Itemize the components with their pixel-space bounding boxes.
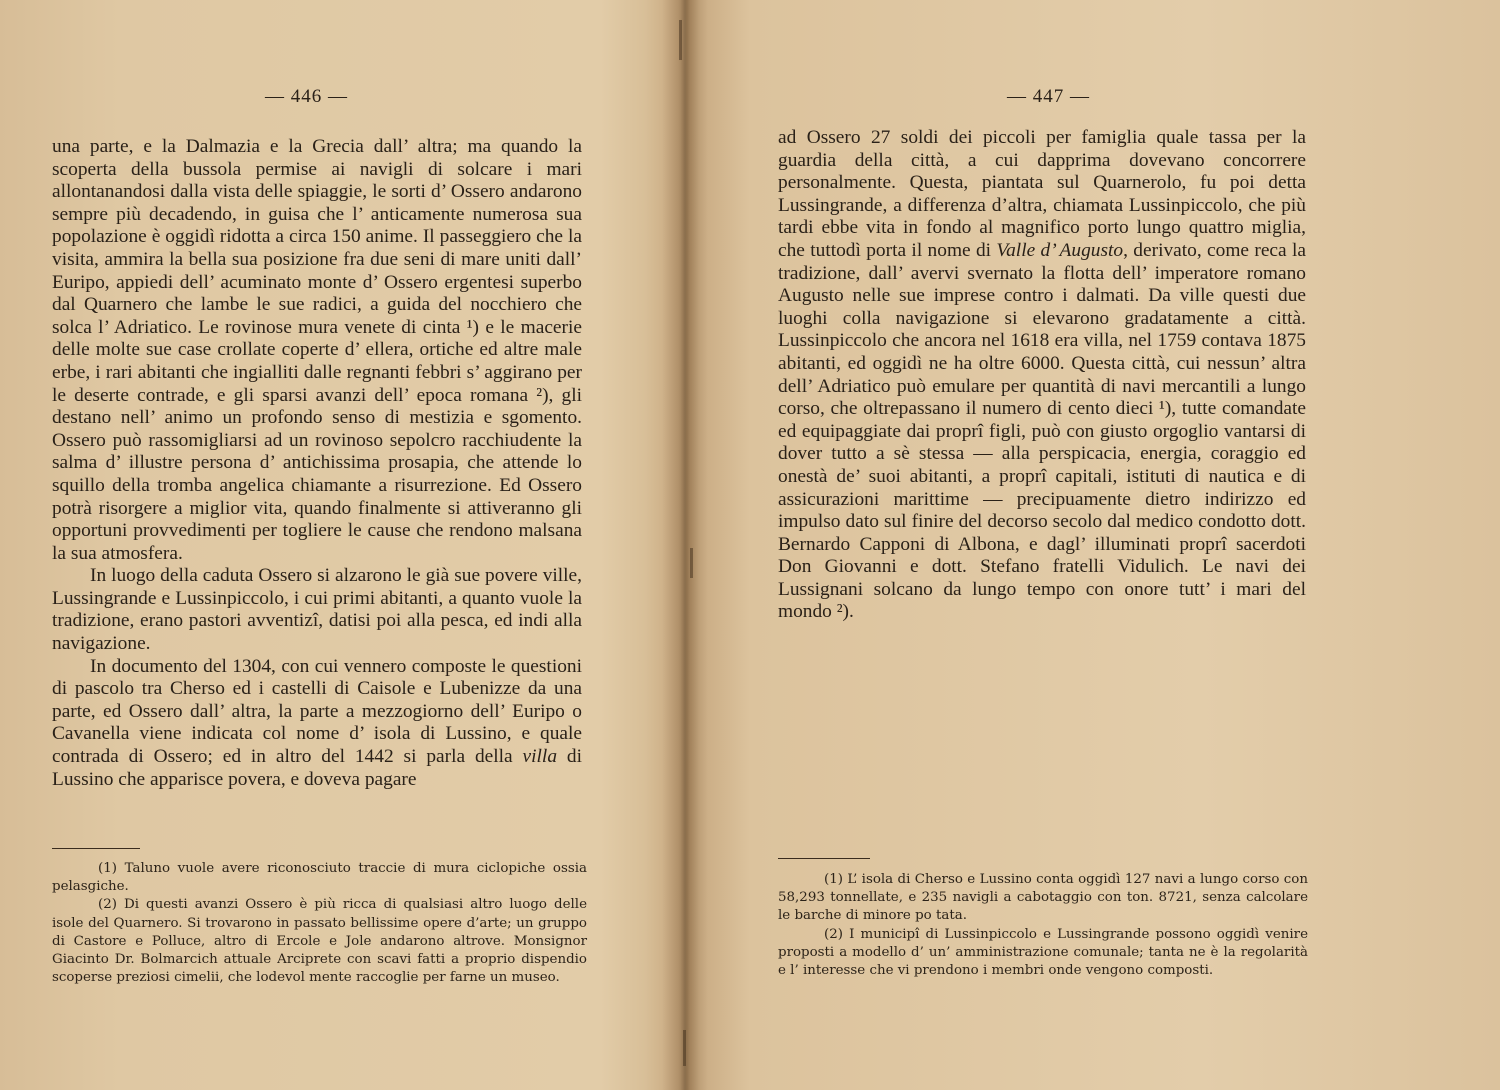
paragraph: una parte, e la Dalmazia e la Grecia dall’ altra; ma quando la scoperta della bussola permise ai navigli di solcare i mari allontanandosi dalla vista delle spiaggie, le sorti d’ Ossero andarono sempre più decadendo, in guisa che l’ anticamente numerosa sua popolazione è oggidì ridotta a circa 150 anime. Il passeggiero che la visita, ammira la bella sua posizione fra due seni di mare uniti dall’ Euripo, appiedi dell’ acuminato monte d’ Ossero ergentesi superbo dal Quarnero che lambe le sue radici, a guida del nocchiero che solca l’ Adriatico. Le rovinose mura venete di cinta ¹) e le macerie delle molte sue case crollate coperte d’ ellera, ortiche ed altre male erbe, i rari abitanti che ingialliti dalle regnanti febbri s’ aggirano per le deserte contrade, e gli sparsi avanzi dell’ epoca romana ²), gli destano nell’ animo un profondo senso di mestizia e sgomento. Ossero può rassomigliarsi ad un rovinoso sepolcro racchiudente la salma d’ illustre persona d’ antichissima prosapia, che attende lo squillo della tromba angelica chiamante a risurrezione. Ed Ossero potrà risorgere a miglior vita, quando finalmente si attiveranno gli opportuni provvedimenti per togliere le cause che rendono malsana la sua atmosfera.	[52, 136, 582, 564]
paragraph-text: In documento del 1304, con cui vennero composte le questioni di pascolo tra Cherso ed i castelli di Caisole e Lubenizze da una parte, ed Ossero dall’ altra, la parte a mezzogiorno dell’ Euripo o Cavanella viene indicata col nome d’ isola di Lussino, e quale contrada di Ossero; ed in altro del 1442 si parla della	[52, 655, 582, 768]
left-page	[0, 0, 680, 1090]
paragraph-text: ad Ossero 27 soldi dei piccoli per famiglia quale tassa per la guardia della città, a cui dapprima dovevano concorrere personalmente. Questa, piantata sul Quarnerolo, fu poi detta Lussingrande, a differenza d’altra, chiamata Lussinpiccolo, che più tardi ebbe vita in fondo al magnifico porto lungo quattro miglia, che tuttodì porta il nome di	[778, 127, 1306, 261]
footnote: (2) I municipî di Lussinpiccolo e Lussingrande possono oggidì venire proposti a modello d’ un’ amministrazione comunale; tanta ne è la regolarità e l’ interesse che vi prendono i membri onde vengono composti.	[778, 926, 1308, 979]
page-number: — 447 —	[1007, 86, 1090, 107]
body-text	[778, 127, 1306, 624]
footnote: (1) Taluno vuole avere riconosciuto traccie di mura ciclopiche ossia pelasgiche.	[52, 861, 587, 895]
footnotes	[52, 860, 587, 987]
body-text	[52, 136, 582, 791]
footnotes	[778, 871, 1308, 980]
paragraph-text: di Lussino che apparisce povera, e doveva pagare	[52, 746, 582, 790]
paragraph-text: , derivato, come reca la tradizione, dall’ avervi svernato la flotta dell’ imperatore romano Augusto nelle sue imprese contro i dalmati. Da ville questi due luoghi colla navigazione si elevarono gradatamente a città. Lussinpiccolo che ancora nel 1618 era villa, nel 1759 contava 1875 abitanti, ed oggidì ne ha oltre 6000. Questa città, cui nessun’ altra dell’ Adriatico può emulare per quantità di navi mercantili a lungo corso, che oltrepassano il numero di cento dieci ¹), tutte comandate ed equipaggiate dai proprî figli, può con giusto orgoglio vantarsi di dover tutto a sè stessa — alla perspicacia, energia, coraggio ed onestà de’ suoi abitanti, a proprî capitali, istituti di nautica e di assicurazioni marittime — precipuamente dietro indirizzo ed impulso dato sul finire del decorso secolo dal medico condotto dott. Bernardo Capponi di Albona, e dagl’ illuminati proprî sacerdoti Don Giovanni e dott. Stefano fratelli Vidulich. Le navi dei Lussignani solcano da lungo tempo con onore tutt’ i mari del mondo ²).	[778, 239, 1306, 623]
paragraph: In luogo della caduta Ossero si alzarono le già sue povere ville, Lussingrande e Lussinpiccolo, i cui primi abitanti, a quanto vuole la tradizione, erano pastori avventizî, datisi poi alla pesca, ed indi alla navigazione.	[52, 565, 582, 655]
footnote: (1) L’ isola di Cherso e Lussino conta oggidì 127 navi a lungo corso con 58,293 tonnellate, e 235 navigli a cabotaggio con ton. 8721, senza calcolare le barche di minore po tata.	[778, 872, 1308, 924]
italic-term: villa	[522, 746, 558, 768]
binding-thread-mark	[683, 1030, 686, 1066]
footnote-separator	[52, 848, 140, 849]
italic-term: Valle d’ Augusto	[996, 239, 1124, 261]
paragraph	[778, 127, 1306, 624]
footnote-separator	[778, 858, 870, 859]
page-number: — 446 —	[265, 86, 348, 107]
paragraph	[52, 656, 582, 792]
footnote: (2) Di questi avanzi Ossero è più ricca di qualsiasi altro luogo delle isole del Quarnero. Si trovarono in passato bellissime opere d’arte; un gruppo di Castore e Polluce, altro di Ercole e Jole andarono altrove. Monsignor Giacinto Dr. Bolmarcich attuale Arciprete con scavi fatti a proprio dispendio scoperse preziosi cimelii, che lodevol mente raccoglie per farne un museo.	[52, 897, 587, 986]
right-page	[690, 0, 1500, 1090]
